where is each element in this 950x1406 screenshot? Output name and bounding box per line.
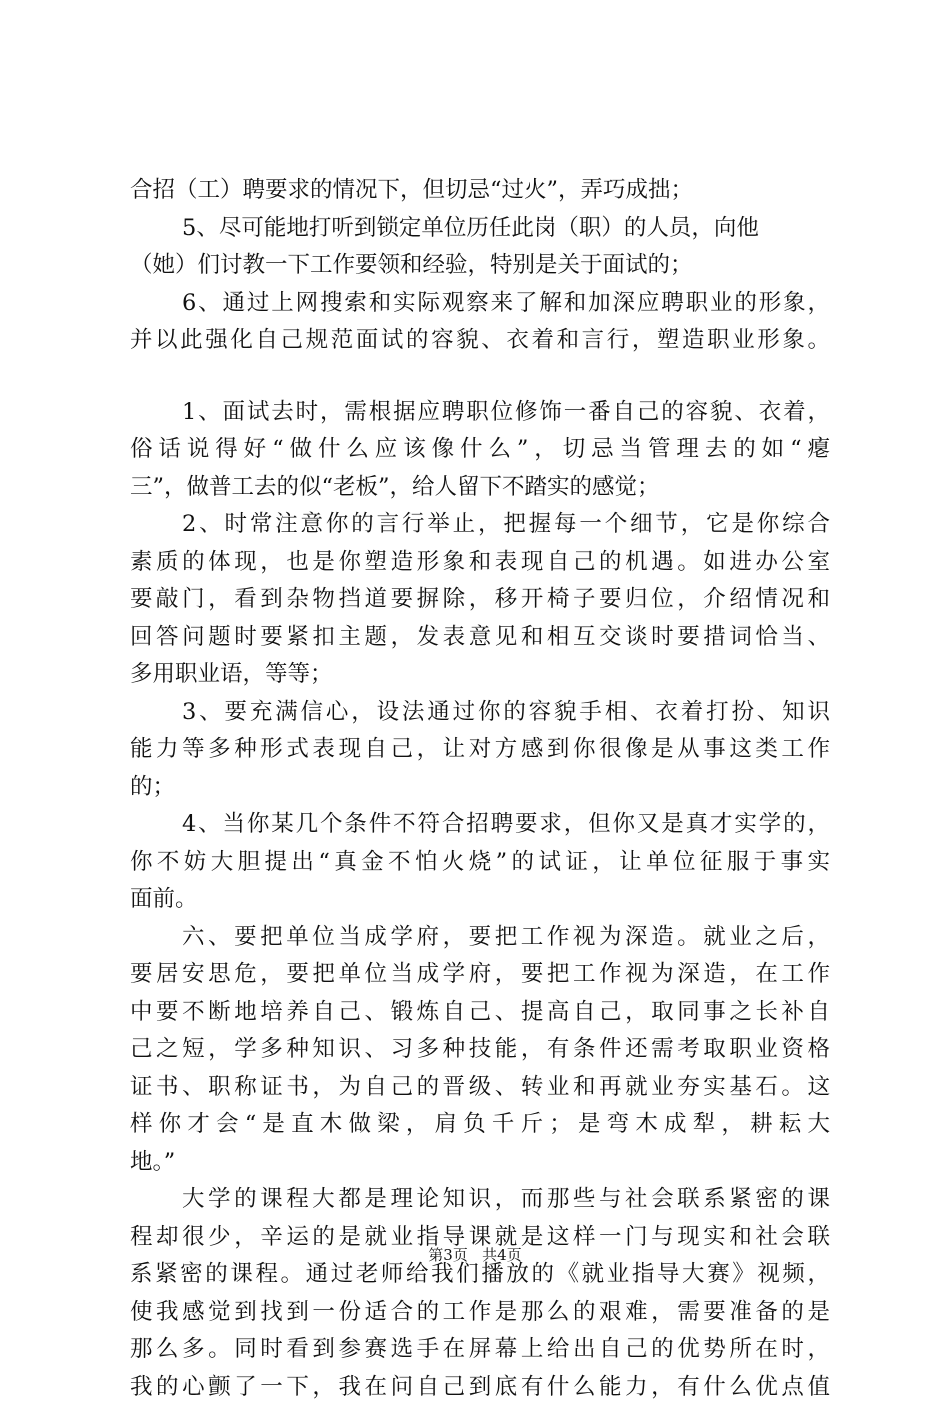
- text-line: 俗话说得好“做什么应该像什么”，切忌当管理去的如“瘪: [130, 431, 830, 469]
- page-footer: [0, 1244, 950, 1265]
- text-line: 证书、职称证书，为自己的晋级、转业和再就业夯实基石。这: [130, 1069, 830, 1107]
- text-line: 面前。: [130, 881, 830, 919]
- document-body: [130, 172, 830, 1406]
- text-line: 素质的体现，也是你塑造形象和表现自己的机遇。如进办公室: [130, 544, 830, 582]
- text-line: 大学的课程大都是理论知识，而那些与社会联系紧密的课: [130, 1181, 830, 1219]
- text-line: 中要不断地培养自己、锻炼自己、提高自己，取同事之长补自: [130, 994, 830, 1032]
- paragraph-gap: [130, 360, 830, 394]
- page-total: 共4页: [482, 1246, 522, 1264]
- text-line: 回答问题时要紧扣主题，发表意见和相互交谈时要措词恰当、: [130, 619, 830, 657]
- page-number: 第3页: [428, 1246, 468, 1264]
- text-line: 六、要把单位当成学府，要把工作视为深造。就业之后，: [130, 919, 830, 957]
- text-line: 要敲门，看到杂物挡道要摒除，移开椅子要归位，介绍情况和: [130, 581, 830, 619]
- text-line: 要居安思危，要把单位当成学府，要把工作视为深造，在工作: [130, 956, 830, 994]
- text-line: 6、通过上网搜索和实际观察来了解和加深应聘职业的形象，: [130, 285, 830, 323]
- text-line: 样你才会“是直木做梁，肩负千斤；是弯木成犁，耕耘大: [130, 1106, 830, 1144]
- text-line: 地。”: [130, 1144, 830, 1182]
- text-line: 使我感觉到找到一份适合的工作是那么的艰难，需要准备的是: [130, 1294, 830, 1332]
- text-line: 系紧密的课程。通过老师给我们播放的《就业指导大赛》视频，: [130, 1256, 830, 1294]
- text-line: 程却很少，辛运的是就业指导课就是这样一门与现实和社会联: [130, 1219, 830, 1257]
- text-line: 并以此强化自己规范面试的容貌、衣着和言行，塑造职业形象。: [130, 322, 830, 360]
- text-line: 你不妨大胆提出“真金不怕火烧”的试证，让单位征服于事实: [130, 844, 830, 882]
- text-line: （她）们讨教一下工作要领和经验，特别是关于面试的；: [130, 247, 830, 285]
- text-line: 3、要充满信心，设法通过你的容貌手相、衣着打扮、知识: [130, 694, 830, 732]
- text-line: 合招（工）聘要求的情况下，但切忌“过火”，弄巧成拙；: [130, 172, 830, 210]
- text-line: 4、当你某几个条件不符合招聘要求，但你又是真才实学的，: [130, 806, 830, 844]
- text-line: 多用职业语，等等；: [130, 656, 830, 694]
- text-line: 我的心颤了一下，我在问自己到底有什么能力，有什么优点值: [130, 1369, 830, 1406]
- text-line: 5、尽可能地打听到锁定单位历任此岗（职）的人员，向他: [130, 210, 830, 248]
- text-line: 那么多。同时看到参赛选手在屏幕上给出自己的优势所在时，: [130, 1331, 830, 1369]
- text-line: 能力等多种形式表现自己，让对方感到你很像是从事这类工作: [130, 731, 830, 769]
- text-line: 的；: [130, 769, 830, 807]
- text-line: 1、面试去时，需根据应聘职位修饰一番自己的容貌、衣着，: [130, 394, 830, 432]
- text-line: 己之短，学多种知识、习多种技能，有条件还需考取职业资格: [130, 1031, 830, 1069]
- text-line: 2、时常注意你的言行举止，把握每一个细节，它是你综合: [130, 506, 830, 544]
- text-line: 三”，做普工去的似“老板”，给人留下不踏实的感觉；: [130, 469, 830, 507]
